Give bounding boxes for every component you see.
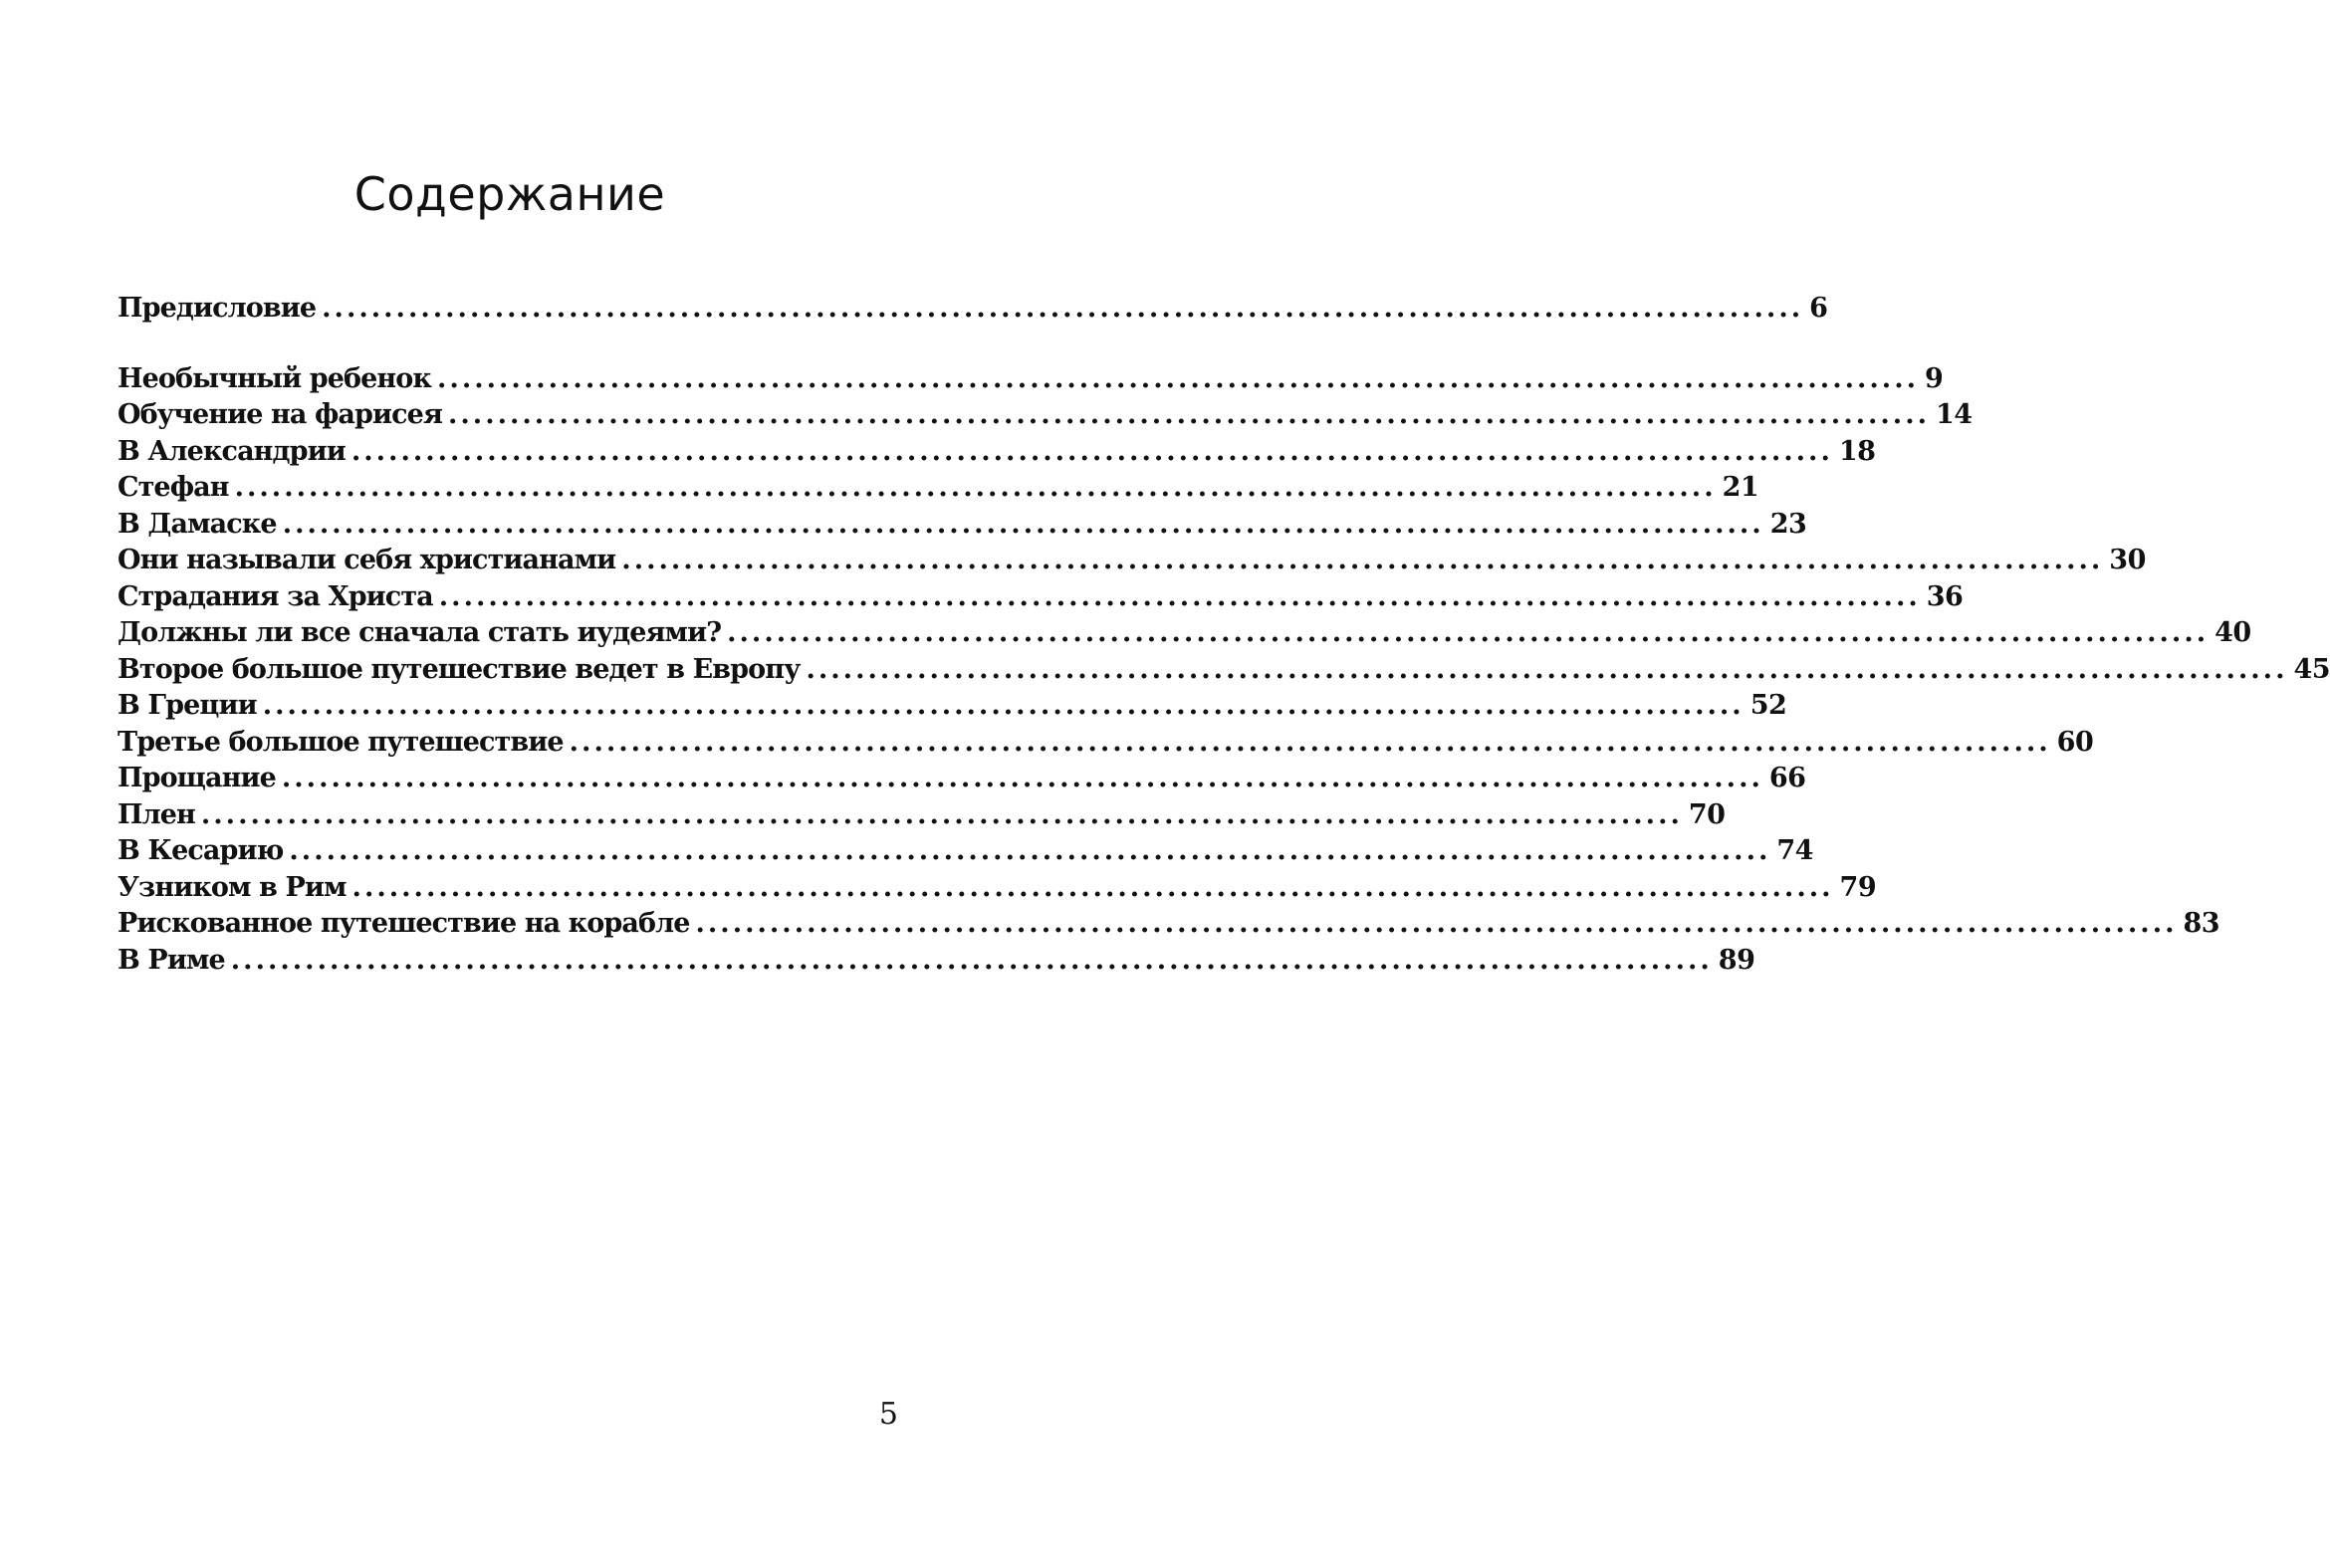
toc-entry-title: Обучение на фарисея <box>117 399 442 430</box>
toc-entry <box>117 434 1876 471</box>
dot-leader: ........................................................................................................................ <box>262 690 1745 721</box>
dot-leader: ........................................................................................................................ <box>437 362 1920 394</box>
toc-entry-page: 23 <box>1769 508 1807 540</box>
toc-entry <box>117 615 2251 652</box>
page-title: Содержание <box>353 167 666 221</box>
toc-entry-title: Стефан <box>117 472 229 503</box>
toc-entry <box>117 543 2146 579</box>
toc-entry <box>117 761 1806 797</box>
toc-entry-title: В Дамаске <box>117 508 277 540</box>
toc-entry-page: 70 <box>1688 798 1726 830</box>
dot-leader: ........................................................................................................................ <box>351 871 1834 903</box>
toc-entry-title: Третье большое путешествие <box>117 726 564 758</box>
toc-entry-page: 30 <box>2109 545 2146 575</box>
table-of-contents <box>117 291 2330 979</box>
toc-entry <box>117 943 1755 980</box>
dot-leader: ........................................................................................................................ <box>289 835 1771 866</box>
toc-entry <box>117 688 1787 725</box>
toc-entry-title: Второе большое путешествие ведет в Европу <box>117 653 801 685</box>
toc-entry-title: Прощание <box>117 763 276 793</box>
dot-leader: ........................................................................................................................ <box>448 399 1930 430</box>
toc-entry-page: 9 <box>1925 362 1944 394</box>
toc-entry-title: В Греции <box>117 690 257 721</box>
dot-leader: ........................................................................................................................ <box>200 798 1683 830</box>
dot-leader: ........................................................................................................................ <box>281 763 1763 793</box>
toc-entry <box>117 797 1726 834</box>
toc-entry <box>117 361 1944 398</box>
toc-entry-page: 60 <box>2056 726 2094 758</box>
toc-entry <box>117 833 1813 870</box>
dot-leader: ........................................................................................................................ <box>695 908 2178 939</box>
dot-leader: ........................................................................................................................ <box>230 944 1713 976</box>
toc-entry-title: Необычный ребенок <box>117 362 432 394</box>
toc-entry-title: Плен <box>117 798 195 830</box>
toc-entry-title: Рискованное путешествие на корабле <box>117 908 690 939</box>
dot-leader: ........................................................................................................................ <box>350 435 1833 467</box>
dot-leader: ........................................................................................................................ <box>621 545 2104 575</box>
dot-leader: ........................................................................................................................ <box>438 580 1921 612</box>
toc-entry <box>117 870 1877 907</box>
toc-entry-title: Предисловие <box>117 293 317 324</box>
toc-entry-page: 83 <box>2183 908 2220 939</box>
toc-entry <box>117 397 1973 434</box>
toc-entry-page: 18 <box>1838 435 1876 467</box>
toc-entry-title: В Кесарию <box>117 835 284 866</box>
toc-entry-page: 74 <box>1776 835 1813 866</box>
toc-entry-title: Должны ли все сначала стать иудеями? <box>117 617 722 648</box>
toc-entry <box>117 652 2330 689</box>
toc-entry-title: В Риме <box>117 944 225 976</box>
toc-entry-page: 14 <box>1936 399 1973 430</box>
toc-entry-page: 79 <box>1839 871 1877 903</box>
toc-entry-page: 45 <box>2293 653 2330 685</box>
dot-leader: ........................................................................................................................ <box>569 726 2051 758</box>
toc-entry <box>117 579 1964 616</box>
toc-entry-title: Они называли себя христианами <box>117 545 616 575</box>
toc-entry <box>117 906 2220 943</box>
toc-entry-page: 40 <box>2214 617 2251 648</box>
page-number: 5 <box>878 1397 898 1432</box>
dot-leader: ........................................................................................................................ <box>234 472 1717 503</box>
dot-leader: ........................................................................................................................ <box>727 617 2210 648</box>
toc-entry-title: Узником в Рим <box>117 871 347 903</box>
toc-entry-title: Страдания за Христа <box>117 580 433 612</box>
chapter-list <box>117 361 2330 980</box>
toc-entry <box>117 725 2094 762</box>
toc-entry-page: 89 <box>1718 944 1755 976</box>
toc-entry-page: 52 <box>1749 690 1787 721</box>
toc-entry-page: 21 <box>1722 472 1759 503</box>
toc-entry-page: 66 <box>1768 763 1806 793</box>
toc-entry-page: 36 <box>1926 580 1964 612</box>
toc-entry-page: 6 <box>1809 293 1828 324</box>
toc-entry <box>117 470 1759 507</box>
toc-entry-title: В Александрии <box>117 435 346 467</box>
toc-entry <box>117 507 1807 544</box>
dot-leader: ........................................................................................................................ <box>322 293 1804 324</box>
toc-entry-preface <box>117 291 1828 328</box>
dot-leader: ........................................................................................................................ <box>282 508 1764 540</box>
dot-leader: ........................................................................................................................ <box>806 653 2288 685</box>
